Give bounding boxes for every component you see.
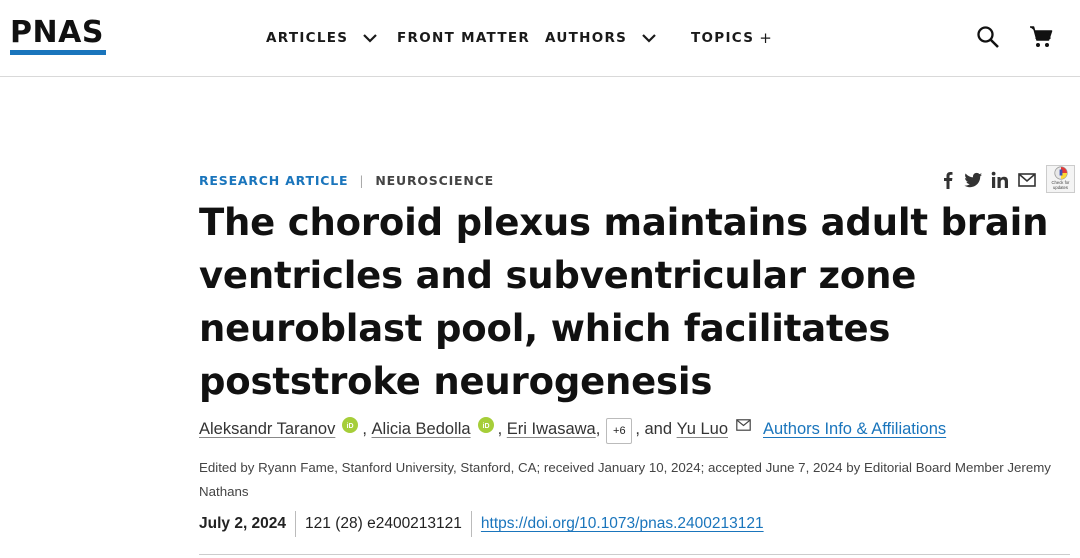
linkedin-icon[interactable]	[990, 170, 1010, 190]
site-header	[0, 0, 1080, 77]
edited-by-text: Edited by Ryann Fame, Stanford University, Stanford, CA; received January 10, 2024; accepted June 7, 2024 by Editorial Board Member Jeremy Nathans	[199, 460, 1051, 499]
envelope-icon[interactable]	[736, 419, 751, 431]
publication-info	[199, 511, 764, 537]
nav-articles[interactable]	[266, 28, 378, 48]
pnas-logo[interactable]	[10, 17, 107, 57]
logo-text: PNAS	[10, 15, 104, 50]
section-divider	[199, 554, 1070, 555]
article-title: The choroid plexus maintains adult brain ventricles and subventricular zone neuroblast pool, which facilitates poststroke neurogenesis	[199, 201, 1049, 403]
nav-front-matter[interactable]	[397, 28, 530, 48]
nav-front-matter-label: FRONT MATTER	[397, 30, 531, 46]
author-link[interactable]: Yu Luo	[676, 419, 728, 438]
author-separator: ,	[497, 419, 507, 438]
orcid-icon[interactable]	[342, 417, 358, 433]
twitter-icon[interactable]	[963, 170, 983, 190]
orcid-icon[interactable]	[478, 417, 494, 433]
facebook-icon[interactable]	[938, 170, 958, 190]
author-separator: ,	[362, 419, 372, 438]
author-link[interactable]: Eri Iwasawa	[506, 419, 596, 438]
doi-link[interactable]: https://doi.org/10.1073/pnas.2400213121	[480, 515, 764, 532]
plus-icon: +	[759, 29, 772, 47]
authors-info-affiliations-link[interactable]: Authors Info & Affiliations	[763, 419, 947, 438]
citation-info: 121 (28) e2400213121	[295, 511, 471, 537]
nav-authors[interactable]	[545, 28, 657, 48]
article-type[interactable]: RESEARCH ARTICLE	[199, 172, 349, 188]
nav-authors-label: AUTHORS	[545, 30, 628, 46]
crossmark-icon	[1054, 166, 1068, 180]
search-icon[interactable]	[976, 25, 1000, 49]
svg-text:iD: iD	[346, 423, 354, 430]
nav-topics-label: TOPICS	[691, 30, 755, 46]
svg-text:iD: iD	[482, 423, 490, 430]
article-meta	[199, 172, 494, 188]
author-and-text: , and	[635, 419, 673, 438]
meta-separator: |	[359, 172, 365, 188]
logo-underline	[10, 50, 106, 55]
author-link[interactable]: Alicia Bedolla	[371, 419, 471, 438]
article-subject[interactable]: NEUROSCIENCE	[375, 172, 494, 188]
chevron-down-icon	[362, 30, 378, 46]
chevron-down-icon	[641, 30, 657, 46]
author-link[interactable]: Aleksandr Taranov	[199, 419, 336, 438]
doi-container	[471, 511, 764, 537]
email-icon[interactable]	[1017, 170, 1037, 190]
author-separator: ,	[595, 419, 601, 438]
author-list	[199, 417, 946, 441]
nav-articles-label: ARTICLES	[266, 30, 349, 46]
cart-icon[interactable]	[1029, 25, 1053, 49]
check-updates-text: Check for updates	[1051, 180, 1070, 190]
nav-topics[interactable]	[691, 28, 772, 48]
more-authors-button[interactable]: +6	[606, 418, 632, 444]
publication-date: July 2, 2024	[199, 515, 287, 532]
check-for-updates-badge[interactable]	[1046, 165, 1075, 193]
